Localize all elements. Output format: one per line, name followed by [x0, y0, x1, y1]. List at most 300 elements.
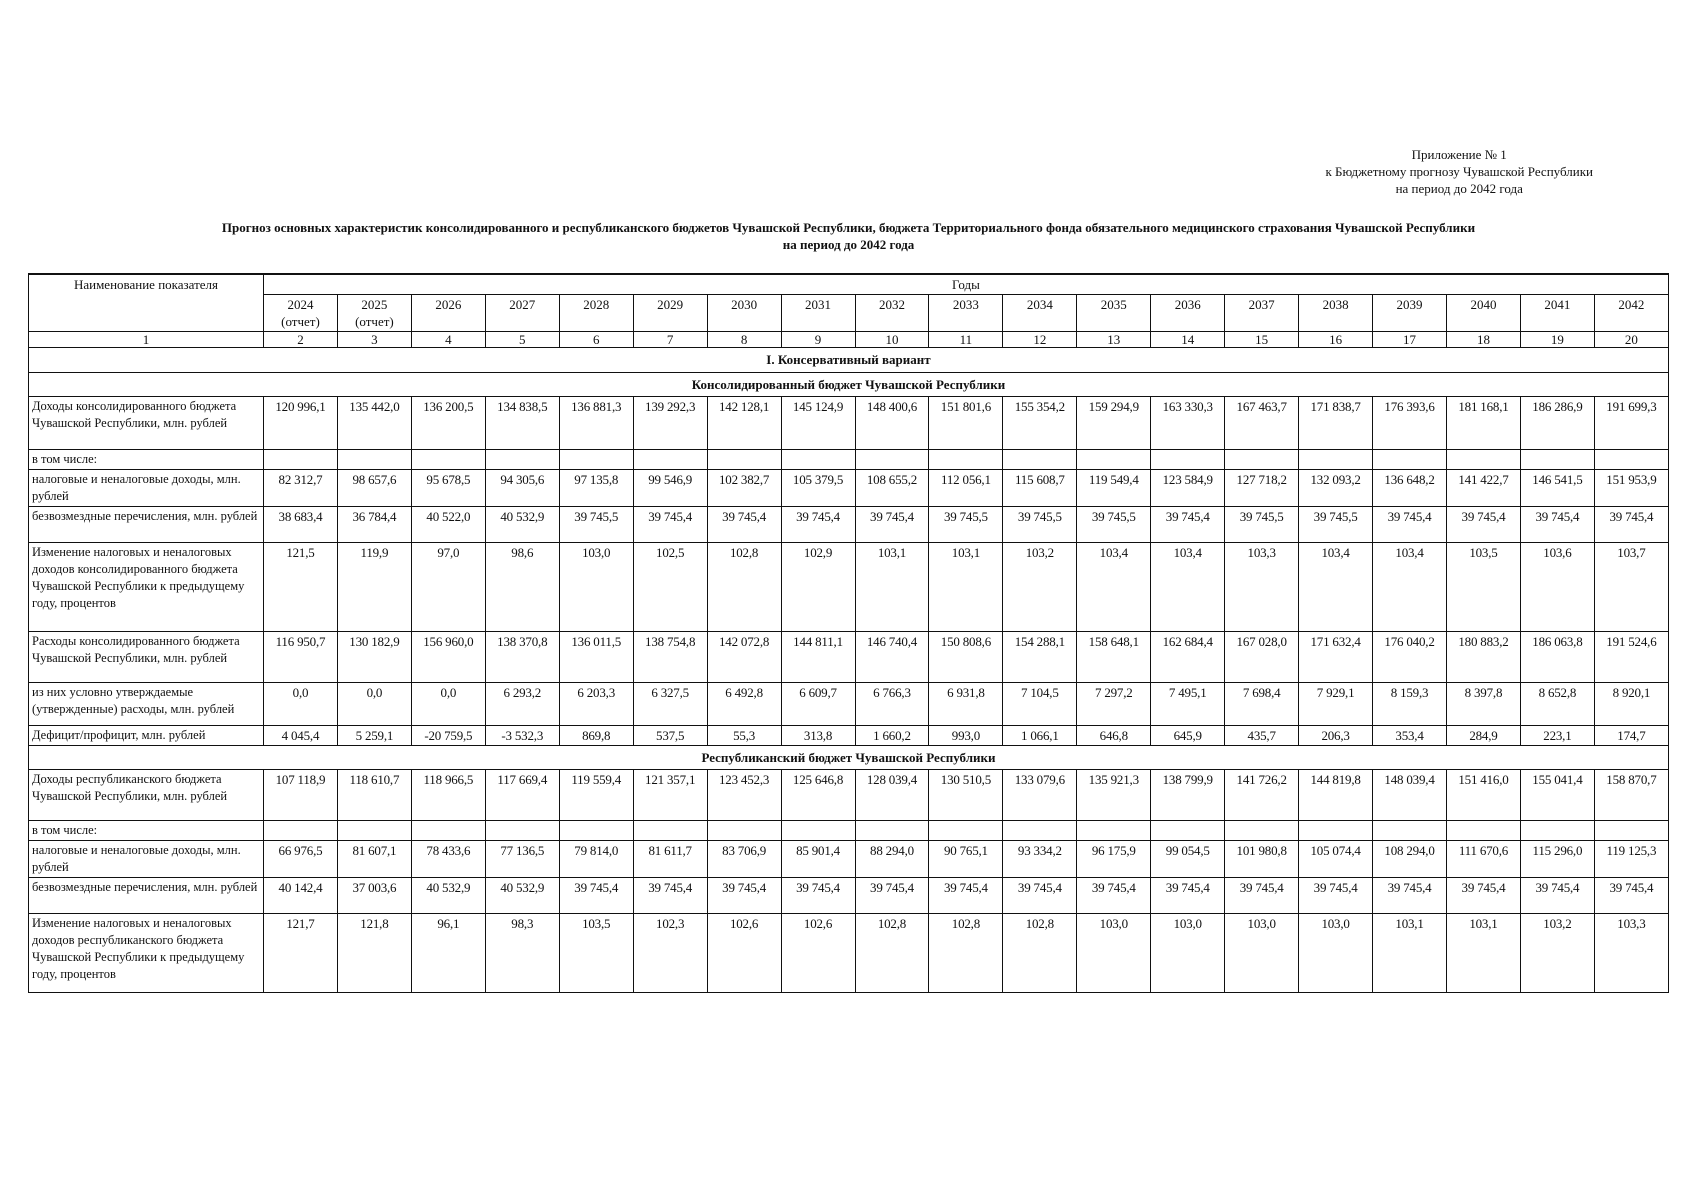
value-cell: 40 532,9	[485, 507, 559, 543]
value-cell: 171 838,7	[1299, 397, 1373, 450]
value-cell: 158 648,1	[1077, 632, 1151, 683]
value-cell: 6 931,8	[929, 683, 1003, 726]
value-cell: 39 745,4	[1373, 878, 1447, 914]
value-cell	[1447, 450, 1521, 470]
value-cell: 39 745,4	[1520, 878, 1594, 914]
value-cell: 79 814,0	[559, 841, 633, 878]
value-cell: 284,9	[1447, 726, 1521, 746]
value-cell: 39 745,4	[1151, 878, 1225, 914]
value-cell: 102,5	[633, 543, 707, 632]
value-cell: 1 660,2	[855, 726, 929, 746]
value-cell: 5 259,1	[337, 726, 411, 746]
value-cell: 121 357,1	[633, 770, 707, 821]
value-cell: 130 510,5	[929, 770, 1003, 821]
value-cell: 128 039,4	[855, 770, 929, 821]
value-cell	[855, 450, 929, 470]
value-cell: 133 079,6	[1003, 770, 1077, 821]
value-cell: 206,3	[1299, 726, 1373, 746]
value-cell: 154 288,1	[1003, 632, 1077, 683]
value-cell	[1225, 821, 1299, 841]
value-cell: 7 495,1	[1151, 683, 1225, 726]
value-cell: 39 745,4	[1077, 878, 1151, 914]
value-cell: 37 003,6	[337, 878, 411, 914]
column-numbers-row	[29, 332, 1669, 348]
value-cell: 313,8	[781, 726, 855, 746]
value-cell: 108 294,0	[1373, 841, 1447, 878]
value-cell: 7 104,5	[1003, 683, 1077, 726]
value-cell: 39 745,5	[1299, 507, 1373, 543]
value-cell: 125 646,8	[781, 770, 855, 821]
value-cell: 138 370,8	[485, 632, 559, 683]
year-note: (отчет)	[281, 314, 320, 329]
value-cell: 78 433,6	[411, 841, 485, 878]
value-cell	[1299, 821, 1373, 841]
year-label: 2030	[731, 297, 758, 312]
value-cell: 7 929,1	[1299, 683, 1373, 726]
column-number-cell: 9	[781, 332, 855, 348]
value-cell: 181 168,1	[1447, 397, 1521, 450]
value-cell	[781, 821, 855, 841]
document-title-line-1: Прогноз основных характеристик консолидированного и республиканского бюджетов Чувашской Республики, бюджета Территориального фонда обязательного медицинского страхования Чувашской Республики	[221, 220, 1476, 235]
value-cell: 103,1	[1373, 914, 1447, 993]
value-cell: 163 330,3	[1151, 397, 1225, 450]
value-cell: 39 745,4	[1520, 507, 1594, 543]
table-row	[29, 878, 1669, 914]
value-cell: 159 294,9	[1077, 397, 1151, 450]
value-cell: 103,4	[1373, 543, 1447, 632]
value-cell: 103,7	[1594, 543, 1668, 632]
value-cell: 39 745,4	[781, 878, 855, 914]
value-cell: 136 881,3	[559, 397, 633, 450]
value-cell	[411, 821, 485, 841]
indicator-name: Изменение налоговых и неналоговых доходов республиканского бюджета Чувашской Республики к предыдущему году, процентов	[29, 914, 264, 993]
value-cell: 39 745,5	[559, 507, 633, 543]
year-label: 2040	[1470, 297, 1497, 312]
indicator-name: в том числе:	[29, 450, 264, 470]
value-cell	[633, 821, 707, 841]
year-label: 2038	[1322, 297, 1349, 312]
value-cell: 119 549,4	[1077, 470, 1151, 507]
value-cell: 138 799,9	[1151, 770, 1225, 821]
value-cell: 8 920,1	[1594, 683, 1668, 726]
value-cell: 0,0	[337, 683, 411, 726]
header-row	[29, 274, 1669, 295]
value-cell: 186 063,8	[1520, 632, 1594, 683]
indicator-name: налоговые и неналоговые доходы, млн. рублей	[29, 470, 264, 507]
appendix-line-2: к Бюджетному прогнозу Чувашской Республики	[1325, 164, 1593, 179]
year-label: 2024	[287, 297, 314, 312]
indicator-name: безвозмездные перечисления, млн. рублей	[29, 507, 264, 543]
value-cell: 121,5	[264, 543, 338, 632]
year-label: 2027	[509, 297, 536, 312]
value-cell: 167 028,0	[1225, 632, 1299, 683]
column-number-cell: 1	[29, 332, 264, 348]
value-cell	[1520, 821, 1594, 841]
value-cell: 138 754,8	[633, 632, 707, 683]
value-cell: 98 657,6	[337, 470, 411, 507]
value-cell	[411, 450, 485, 470]
column-number-cell: 15	[1225, 332, 1299, 348]
value-cell: 145 124,9	[781, 397, 855, 450]
year-header-cell	[1520, 295, 1594, 332]
value-cell	[1594, 821, 1668, 841]
year-header-cell	[485, 295, 559, 332]
value-cell	[633, 450, 707, 470]
value-cell: 139 292,3	[633, 397, 707, 450]
year-label: 2035	[1100, 297, 1127, 312]
value-cell: 174,7	[1594, 726, 1668, 746]
value-cell: 102,8	[855, 914, 929, 993]
value-cell: 118 966,5	[411, 770, 485, 821]
value-cell: 146 740,4	[855, 632, 929, 683]
year-header-cell	[411, 295, 485, 332]
value-cell: 103,5	[1447, 543, 1521, 632]
value-cell: 162 684,4	[1151, 632, 1225, 683]
table-row	[29, 450, 1669, 470]
value-cell: 103,6	[1520, 543, 1594, 632]
value-cell: 6 492,8	[707, 683, 781, 726]
year-label: 2031	[805, 297, 832, 312]
value-cell: 98,3	[485, 914, 559, 993]
value-cell: 105 379,5	[781, 470, 855, 507]
value-cell: 40 532,9	[411, 878, 485, 914]
group-title: Консолидированный бюджет Чувашской Республики	[29, 373, 1669, 397]
value-cell: 0,0	[264, 683, 338, 726]
value-cell: 103,4	[1151, 543, 1225, 632]
value-cell: 103,3	[1594, 914, 1668, 993]
value-cell	[1594, 450, 1668, 470]
indicator-name: налоговые и неналоговые доходы, млн. рублей	[29, 841, 264, 878]
value-cell: 103,4	[1299, 543, 1373, 632]
value-cell	[929, 450, 1003, 470]
value-cell: 39 745,4	[929, 878, 1003, 914]
value-cell: 81 611,7	[633, 841, 707, 878]
value-cell: 99 054,5	[1151, 841, 1225, 878]
value-cell: 102,9	[781, 543, 855, 632]
value-cell: 136 011,5	[559, 632, 633, 683]
indicator-name: безвозмездные перечисления, млн. рублей	[29, 878, 264, 914]
value-cell: 119,9	[337, 543, 411, 632]
document-title	[0, 219, 1697, 253]
value-cell: 869,8	[559, 726, 633, 746]
value-cell	[707, 450, 781, 470]
value-cell	[1225, 450, 1299, 470]
value-cell	[1151, 450, 1225, 470]
value-cell: 141 422,7	[1447, 470, 1521, 507]
column-number-cell: 10	[855, 332, 929, 348]
value-cell: 96 175,9	[1077, 841, 1151, 878]
value-cell: 7 297,2	[1077, 683, 1151, 726]
value-cell: 82 312,7	[264, 470, 338, 507]
value-cell: 120 996,1	[264, 397, 338, 450]
value-cell: 102,3	[633, 914, 707, 993]
value-cell: 39 745,4	[1447, 878, 1521, 914]
year-label: 2041	[1544, 297, 1571, 312]
column-number-cell: 3	[337, 332, 411, 348]
value-cell: 55,3	[707, 726, 781, 746]
column-number-cell: 17	[1373, 332, 1447, 348]
year-label: 2033	[952, 297, 979, 312]
value-cell: 102,6	[707, 914, 781, 993]
document-title-line-2: на период до 2042 года	[782, 237, 915, 252]
year-header-cell	[1225, 295, 1299, 332]
value-cell: 155 041,4	[1520, 770, 1594, 821]
value-cell: 180 883,2	[1447, 632, 1521, 683]
value-cell: 66 976,5	[264, 841, 338, 878]
value-cell: 136 648,2	[1373, 470, 1447, 507]
value-cell: 103,2	[1520, 914, 1594, 993]
value-cell: 4 045,4	[264, 726, 338, 746]
value-cell: 96,1	[411, 914, 485, 993]
year-header-cell	[633, 295, 707, 332]
value-cell: 142 072,8	[707, 632, 781, 683]
table-row	[29, 507, 1669, 543]
value-cell: 103,3	[1225, 543, 1299, 632]
year-label: 2039	[1396, 297, 1423, 312]
value-cell: 39 745,4	[559, 878, 633, 914]
column-number-cell: 16	[1299, 332, 1373, 348]
value-cell: 121,8	[337, 914, 411, 993]
value-cell: 176 393,6	[1373, 397, 1447, 450]
value-cell: 6 766,3	[855, 683, 929, 726]
appendix-line-1: Приложение № 1	[1411, 147, 1507, 162]
value-cell: 103,4	[1077, 543, 1151, 632]
year-label: 2028	[583, 297, 610, 312]
value-cell: 6 327,5	[633, 683, 707, 726]
table-row	[29, 632, 1669, 683]
value-cell: 97,0	[411, 543, 485, 632]
value-cell: 0,0	[411, 683, 485, 726]
value-cell: 39 745,5	[1077, 507, 1151, 543]
value-cell: 135 442,0	[337, 397, 411, 450]
value-cell: 39 745,4	[1594, 507, 1668, 543]
value-cell: 102 382,7	[707, 470, 781, 507]
value-cell: 176 040,2	[1373, 632, 1447, 683]
value-cell: 103,5	[559, 914, 633, 993]
value-cell	[1077, 450, 1151, 470]
value-cell: -3 532,3	[485, 726, 559, 746]
value-cell	[264, 821, 338, 841]
value-cell: 6 203,3	[559, 683, 633, 726]
value-cell: 151 801,6	[929, 397, 1003, 450]
value-cell: 118 610,7	[337, 770, 411, 821]
table-row	[29, 543, 1669, 632]
value-cell: 102,8	[929, 914, 1003, 993]
value-cell: 123 584,9	[1151, 470, 1225, 507]
column-number-cell: 4	[411, 332, 485, 348]
value-cell: 150 808,6	[929, 632, 1003, 683]
value-cell: 94 305,6	[485, 470, 559, 507]
value-cell: 171 632,4	[1299, 632, 1373, 683]
value-cell: 144 819,8	[1299, 770, 1373, 821]
indicator-name: Доходы республиканского бюджета Чувашской Республики, млн. рублей	[29, 770, 264, 821]
value-cell: 101 980,8	[1225, 841, 1299, 878]
year-header-cell	[337, 295, 411, 332]
value-cell: 993,0	[929, 726, 1003, 746]
value-cell: 144 811,1	[781, 632, 855, 683]
value-cell: 646,8	[1077, 726, 1151, 746]
value-cell	[1151, 821, 1225, 841]
value-cell: 90 765,1	[929, 841, 1003, 878]
budget-forecast-table	[28, 273, 1669, 993]
value-cell	[1077, 821, 1151, 841]
year-label: 2036	[1174, 297, 1201, 312]
value-cell	[485, 450, 559, 470]
value-cell: 103,1	[929, 543, 1003, 632]
value-cell: 223,1	[1520, 726, 1594, 746]
table-row	[29, 470, 1669, 507]
value-cell: 39 745,4	[1299, 878, 1373, 914]
value-cell	[1447, 821, 1521, 841]
value-cell: 115 608,7	[1003, 470, 1077, 507]
year-label: 2042	[1618, 297, 1645, 312]
value-cell: 135 921,3	[1077, 770, 1151, 821]
value-cell: -20 759,5	[411, 726, 485, 746]
value-cell	[1299, 450, 1373, 470]
table-row	[29, 770, 1669, 821]
value-cell: 98,6	[485, 543, 559, 632]
value-cell: 191 699,3	[1594, 397, 1668, 450]
value-cell: 119 125,3	[1594, 841, 1668, 878]
value-cell: 134 838,5	[485, 397, 559, 450]
value-cell: 39 745,5	[929, 507, 1003, 543]
value-cell: 81 607,1	[337, 841, 411, 878]
value-cell	[1373, 450, 1447, 470]
column-number-cell: 14	[1151, 332, 1225, 348]
value-cell	[1373, 821, 1447, 841]
value-cell: 141 726,2	[1225, 770, 1299, 821]
value-cell: 99 546,9	[633, 470, 707, 507]
value-cell: 111 670,6	[1447, 841, 1521, 878]
value-cell: 95 678,5	[411, 470, 485, 507]
year-header-cell	[559, 295, 633, 332]
value-cell: 537,5	[633, 726, 707, 746]
value-cell	[1003, 450, 1077, 470]
value-cell: 7 698,4	[1225, 683, 1299, 726]
value-cell: 85 901,4	[781, 841, 855, 878]
value-cell: 39 745,4	[1594, 878, 1668, 914]
year-label: 2034	[1026, 297, 1053, 312]
value-cell: 38 683,4	[264, 507, 338, 543]
year-label: 2026	[435, 297, 462, 312]
value-cell	[559, 821, 633, 841]
value-cell: 39 745,4	[1447, 507, 1521, 543]
value-cell: 39 745,4	[855, 507, 929, 543]
table-row	[29, 683, 1669, 726]
value-cell: 191 524,6	[1594, 632, 1668, 683]
value-cell: 103,0	[1299, 914, 1373, 993]
value-cell: 39 745,5	[1225, 507, 1299, 543]
value-cell: 6 609,7	[781, 683, 855, 726]
value-cell: 1 066,1	[1003, 726, 1077, 746]
value-cell: 39 745,4	[855, 878, 929, 914]
value-cell: 40 142,4	[264, 878, 338, 914]
column-number-cell: 8	[707, 332, 781, 348]
section-title: I. Консервативный вариант	[29, 348, 1669, 373]
value-cell: 97 135,8	[559, 470, 633, 507]
value-cell: 136 200,5	[411, 397, 485, 450]
value-cell: 8 159,3	[1373, 683, 1447, 726]
year-label: 2029	[657, 297, 684, 312]
value-cell: 119 559,4	[559, 770, 633, 821]
year-header-cell	[1373, 295, 1447, 332]
section-row	[29, 348, 1669, 373]
column-number-cell: 20	[1594, 332, 1668, 348]
year-header-cell	[264, 295, 338, 332]
value-cell: 6 293,2	[485, 683, 559, 726]
value-cell: 103,2	[1003, 543, 1077, 632]
value-cell: 102,8	[707, 543, 781, 632]
value-cell: 102,6	[781, 914, 855, 993]
value-cell: 121,7	[264, 914, 338, 993]
table-row	[29, 397, 1669, 450]
value-cell: 103,1	[855, 543, 929, 632]
value-cell: 39 745,5	[1003, 507, 1077, 543]
group-title-row	[29, 746, 1669, 770]
value-cell: 435,7	[1225, 726, 1299, 746]
indicator-name: из них условно утверждаемые (утвержденные) расходы, млн. рублей	[29, 683, 264, 726]
table-row	[29, 914, 1669, 993]
value-cell	[264, 450, 338, 470]
value-cell: 148 400,6	[855, 397, 929, 450]
value-cell: 103,1	[1447, 914, 1521, 993]
indicator-name-header: Наименование показателя	[29, 274, 264, 332]
column-number-cell: 7	[633, 332, 707, 348]
value-cell: 39 745,4	[781, 507, 855, 543]
value-cell: 155 354,2	[1003, 397, 1077, 450]
value-cell	[337, 821, 411, 841]
value-cell: 102,8	[1003, 914, 1077, 993]
value-cell: 123 452,3	[707, 770, 781, 821]
value-cell: 132 093,2	[1299, 470, 1373, 507]
column-number-cell: 18	[1447, 332, 1521, 348]
column-number-cell: 5	[485, 332, 559, 348]
year-header-cell	[1299, 295, 1373, 332]
value-cell: 167 463,7	[1225, 397, 1299, 450]
value-cell: 156 960,0	[411, 632, 485, 683]
value-cell: 77 136,5	[485, 841, 559, 878]
years-header: Годы	[264, 274, 1669, 295]
year-label: 2037	[1248, 297, 1275, 312]
value-cell: 39 745,4	[1373, 507, 1447, 543]
value-cell	[1003, 821, 1077, 841]
year-header-cell	[707, 295, 781, 332]
value-cell: 115 296,0	[1520, 841, 1594, 878]
value-cell: 8 652,8	[1520, 683, 1594, 726]
value-cell: 353,4	[1373, 726, 1447, 746]
value-cell: 112 056,1	[929, 470, 1003, 507]
value-cell	[855, 821, 929, 841]
column-number-cell: 13	[1077, 332, 1151, 348]
value-cell: 142 128,1	[707, 397, 781, 450]
group-title: Республиканский бюджет Чувашской Республики	[29, 746, 1669, 770]
value-cell	[707, 821, 781, 841]
year-header-cell	[781, 295, 855, 332]
value-cell: 40 522,0	[411, 507, 485, 543]
value-cell: 103,0	[559, 543, 633, 632]
indicator-name: Доходы консолидированного бюджета Чувашской Республики, млн. рублей	[29, 397, 264, 450]
value-cell: 105 074,4	[1299, 841, 1373, 878]
column-number-cell: 2	[264, 332, 338, 348]
group-title-row	[29, 373, 1669, 397]
value-cell: 158 870,7	[1594, 770, 1668, 821]
value-cell	[559, 450, 633, 470]
value-cell: 186 286,9	[1520, 397, 1594, 450]
year-header-cell	[1003, 295, 1077, 332]
table-row	[29, 841, 1669, 878]
value-cell: 39 745,4	[633, 507, 707, 543]
value-cell: 40 532,9	[485, 878, 559, 914]
